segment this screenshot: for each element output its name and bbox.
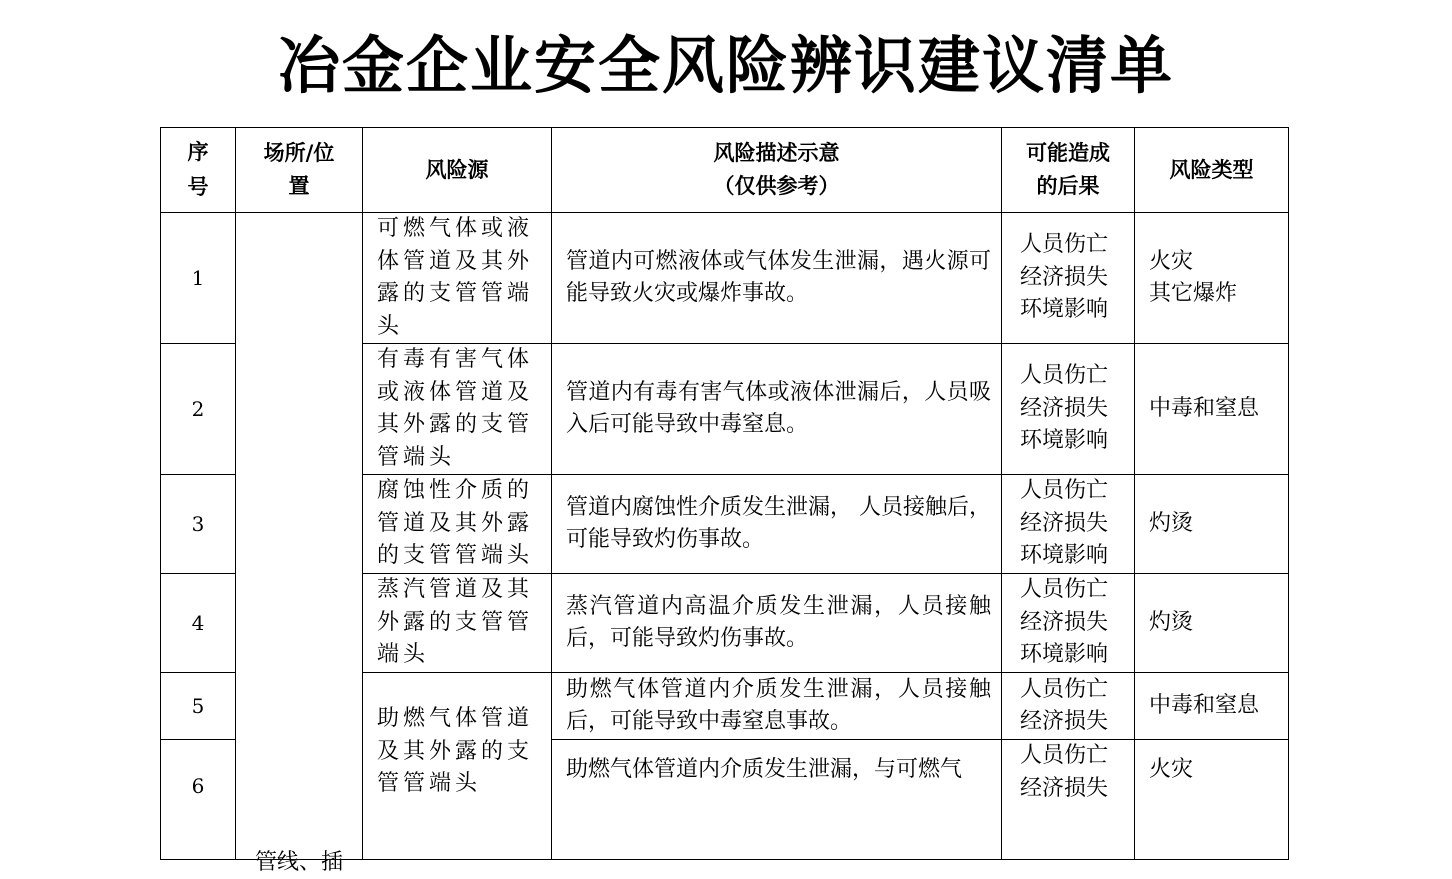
location-text: 管线、插: [255, 847, 343, 879]
row-description: 管道内腐蚀性介质发生泄漏， 人员接触后，可能导致灼伤事故。: [552, 475, 1002, 574]
row-description: 蒸汽管道内高温介质发生泄漏，人员接触后，可能导致灼伤事故。: [552, 574, 1002, 673]
header-consequence: 可能造成的后果: [1002, 128, 1135, 213]
row-seq: 3: [161, 475, 236, 574]
row-risk-source: 蒸汽管道及其外露的支管管端头: [363, 574, 552, 673]
row-risk-type: 灼烫: [1135, 574, 1289, 673]
header-row: [161, 128, 1289, 213]
row-risk-source: 可燃气体或液体管道及其外露的支管管端头: [363, 213, 552, 344]
row-description: 管道内有毒有害气体或液体泄漏后，人员吸入后可能导致中毒窒息。: [552, 344, 1002, 475]
table-row: [161, 213, 1289, 344]
row-risk-type: 火灾: [1135, 740, 1289, 860]
header-seq: 序号: [161, 128, 236, 213]
header-risk-source: 风险源: [363, 128, 552, 213]
row-risk-type: 中毒和窒息: [1135, 344, 1289, 475]
row-seq: 4: [161, 574, 236, 673]
document-title: 冶金企业安全风险辨识建议清单: [0, 26, 1452, 106]
row-seq: 5: [161, 673, 236, 740]
row-risk-type: 中毒和窒息: [1135, 673, 1289, 740]
row-consequence: 人员伤亡 经济损失: [1002, 740, 1135, 860]
header-description-line1: 风险描述示意: [552, 137, 1001, 170]
header-risk-type: 风险类型: [1135, 128, 1289, 213]
row-risk-source: 腐蚀性介质的管道及其外露的支管管端头: [363, 475, 552, 574]
row-seq: 2: [161, 344, 236, 475]
row-risk-type: 灼烫: [1135, 475, 1289, 574]
row-risk-source: 有毒有害气体或液体管道及其外露的支管管端头: [363, 344, 552, 475]
location-cell: [236, 213, 363, 860]
row-consequence: 人员伤亡 经济损失 环境影响: [1002, 344, 1135, 475]
row-consequence: 人员伤亡 经济损失: [1002, 673, 1135, 740]
risk-table: [160, 127, 1289, 860]
row-seq: 1: [161, 213, 236, 344]
row-consequence: 人员伤亡 经济损失 环境影响: [1002, 213, 1135, 344]
header-description-line2: （仅供参考）: [552, 170, 1001, 203]
row-description: 管道内可燃液体或气体发生泄漏，遇火源可能导致火灾或爆炸事故。: [552, 213, 1002, 344]
row-risk-source: 助燃气体管道及其外露的支管管端头: [363, 673, 552, 860]
row-risk-type: 火灾 其它爆炸: [1135, 213, 1289, 344]
row-consequence: 人员伤亡 经济损失 环境影响: [1002, 574, 1135, 673]
row-seq: 6: [161, 740, 236, 860]
row-description: 助燃气体管道内介质发生泄漏，与可燃气: [552, 740, 1002, 860]
header-description: [552, 128, 1002, 213]
row-consequence: 人员伤亡 经济损失 环境影响: [1002, 475, 1135, 574]
header-location: 场所/位置: [236, 128, 363, 213]
row-description: 助燃气体管道内介质发生泄漏，人员接触后，可能导致中毒窒息事故。: [552, 673, 1002, 740]
